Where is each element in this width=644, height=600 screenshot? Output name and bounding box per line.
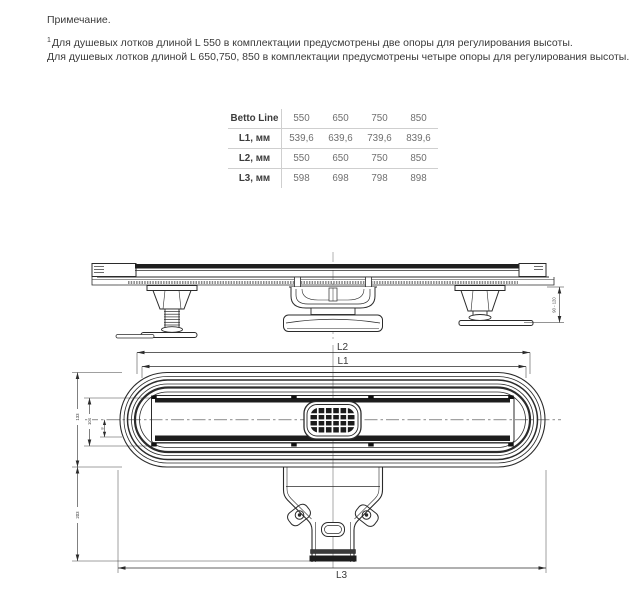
table-cell: 650 xyxy=(321,149,360,169)
dim-label-plan-width-outer: 133 xyxy=(75,413,80,421)
table-cell: 698 xyxy=(332,173,349,184)
channel-body-side xyxy=(92,264,554,286)
table-header-650: 650 xyxy=(321,109,360,129)
side-view-drawing xyxy=(92,252,564,340)
dim-label-side-height: 90 - 120 xyxy=(551,297,557,313)
dim-label-l2: L2 xyxy=(336,342,349,353)
dim-label-l3: L3 xyxy=(335,570,348,581)
table-cell: 750 xyxy=(360,149,399,169)
row-label-l3: L3, мм xyxy=(228,169,282,189)
dim-label-plan-offset: 8 xyxy=(99,427,105,430)
note-footnote-line-2: Для душевых лотков длиной L 650,750, 850 в комплектации предусмотрены четыре опоры для регулирования высоты. xyxy=(47,51,630,63)
table-cell: 550 xyxy=(282,149,322,169)
outlet-seal-band-2 xyxy=(310,556,357,562)
dim-label-plan-width-inner: 104 xyxy=(87,418,92,425)
table-header-550: 550 xyxy=(282,109,322,129)
dim-label-plan-outlet-depth: 203 xyxy=(75,511,80,519)
table-cell: 850 xyxy=(399,149,438,169)
note-line-1-text: Для душевых лотков длиной L 550 в комплектации предусмотрены две опоры для регулирования высоты. xyxy=(51,37,573,49)
table-cell: 739,6 xyxy=(360,129,399,149)
row-label-l2: L2, мм xyxy=(228,149,282,169)
table-cell: 839,6 xyxy=(399,129,438,149)
plan-view-drawing xyxy=(72,342,561,582)
dimension-l2 xyxy=(137,342,530,375)
table-header-product: Betto Line xyxy=(228,109,282,129)
dimension-l1 xyxy=(142,356,526,379)
drain-grate xyxy=(304,402,361,440)
table-cell: 539,6 xyxy=(282,129,322,149)
table-cell: 898 xyxy=(410,173,427,184)
note-title: Примечание. xyxy=(47,14,111,26)
row-label-l1: L1, мм xyxy=(228,129,282,149)
table-cell: 798 xyxy=(371,173,388,184)
outlet-seal-band-1 xyxy=(311,550,356,554)
table-cell: 639,6 xyxy=(321,129,360,149)
dimension-side-height xyxy=(524,287,564,323)
footnote-marker: 1 xyxy=(47,37,51,44)
support-leg-right xyxy=(455,286,533,326)
table-cell: 598 xyxy=(293,173,310,184)
table-header-850: 850 xyxy=(399,109,438,129)
dim-label-l1: L1 xyxy=(337,356,349,367)
outlet-top-detail xyxy=(322,523,345,537)
table-header-750: 750 xyxy=(360,109,399,129)
support-leg-left xyxy=(116,286,197,339)
